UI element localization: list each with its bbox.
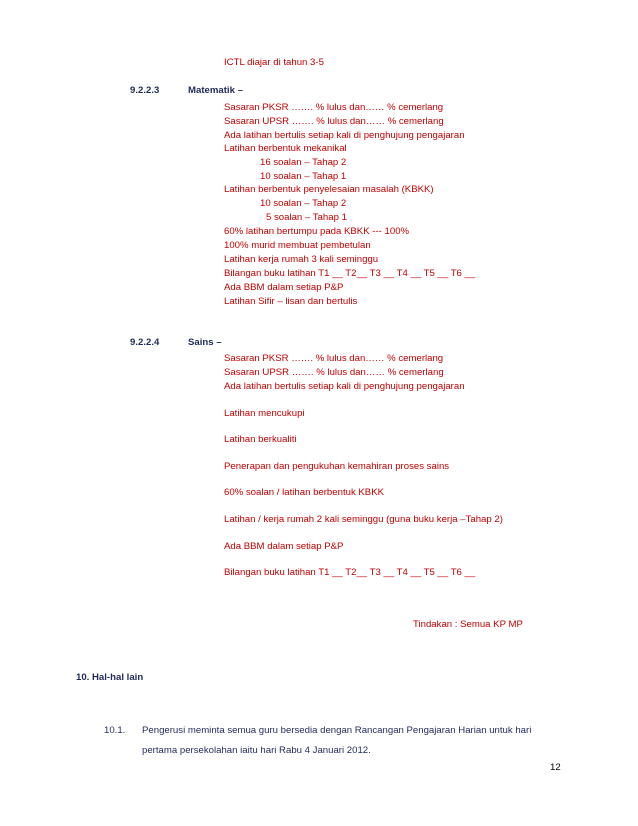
matematik-line: 16 soalan – Tahap 2	[260, 157, 347, 168]
matematik-line: 5 soalan – Tahap 1	[266, 212, 347, 223]
sains-line: Ada latihan bertulis setiap kali di penghujung pengajaran	[224, 381, 465, 392]
sains-line: Bilangan buku latihan T1 __ T2__ T3 __ T4 __ T5 __ T6 __	[224, 567, 476, 578]
matematik-line: 10 soalan – Tahap 1	[260, 171, 347, 182]
matematik-line: Latihan Sifir – lisan dan bertulis	[224, 296, 358, 307]
sains-line: Penerapan dan pengukuhan kemahiran proses sains	[224, 461, 450, 472]
matematik-line: 100% murid membuat pembetulan	[224, 240, 371, 251]
sains-line: 60% soalan / latihan berbentuk KBKK	[224, 487, 385, 498]
item-text-line-2: pertama persekolahan iaitu hari Rabu 4 Januari 2012.	[142, 745, 371, 756]
sains-number: 9.2.2.4	[130, 337, 160, 348]
page-number: 12	[550, 762, 561, 773]
item-number: 10.1.	[104, 725, 126, 736]
matematik-line: Latihan berbentuk mekanikal	[224, 143, 347, 154]
sains-line: Latihan mencukupi	[224, 408, 305, 419]
matematik-line: Latihan kerja rumah 3 kali seminggu	[224, 254, 379, 265]
matematik-line: Latihan berbentuk penyelesaian masalah (KBKK)	[224, 184, 434, 195]
matematik-title: Matematik –	[188, 85, 243, 96]
matematik-line: Sasaran UPSR ……. % lulus dan…… % cemerlang	[224, 116, 444, 127]
matematik-line: Bilangan buku latihan T1 __ T2__ T3 __ T4 __ T5 __ T6 __	[224, 268, 476, 279]
matematik-line: 10 soalan – Tahap 2	[260, 198, 347, 209]
sains-line: Latihan berkualiti	[224, 434, 297, 445]
matematik-number: 9.2.2.3	[130, 85, 160, 96]
ictl-line: ICTL diajar di tahun 3-5	[224, 57, 324, 68]
sains-line: Latihan / kerja rumah 2 kali seminggu (guna buku kerja –Tahap 2)	[224, 514, 503, 525]
matematik-line: Sasaran PKSR ……. % lulus dan…… % cemerlang	[224, 102, 444, 113]
sains-title: Sains –	[188, 337, 222, 348]
matematik-line: Ada BBM dalam setiap P&P	[224, 282, 344, 293]
tindakan-note: Tindakan : Semua KP MP	[413, 619, 523, 630]
matematik-line: 60% latihan bertumpu pada KBKK --- 100%	[224, 226, 410, 237]
matematik-line: Ada latihan bertulis setiap kali di penghujung pengajaran	[224, 130, 465, 141]
item-text-line-1: Pengerusi meminta semua guru bersedia dengan Rancangan Pengajaran Harian untuk hari	[142, 725, 532, 736]
section-heading: 10. Hal-hal lain	[76, 672, 144, 683]
sains-line: Sasaran PKSR ……. % lulus dan…… % cemerlang	[224, 353, 444, 364]
sains-line: Ada BBM dalam setiap P&P	[224, 541, 344, 552]
sains-line: Sasaran UPSR ……. % lulus dan…… % cemerlang	[224, 367, 444, 378]
